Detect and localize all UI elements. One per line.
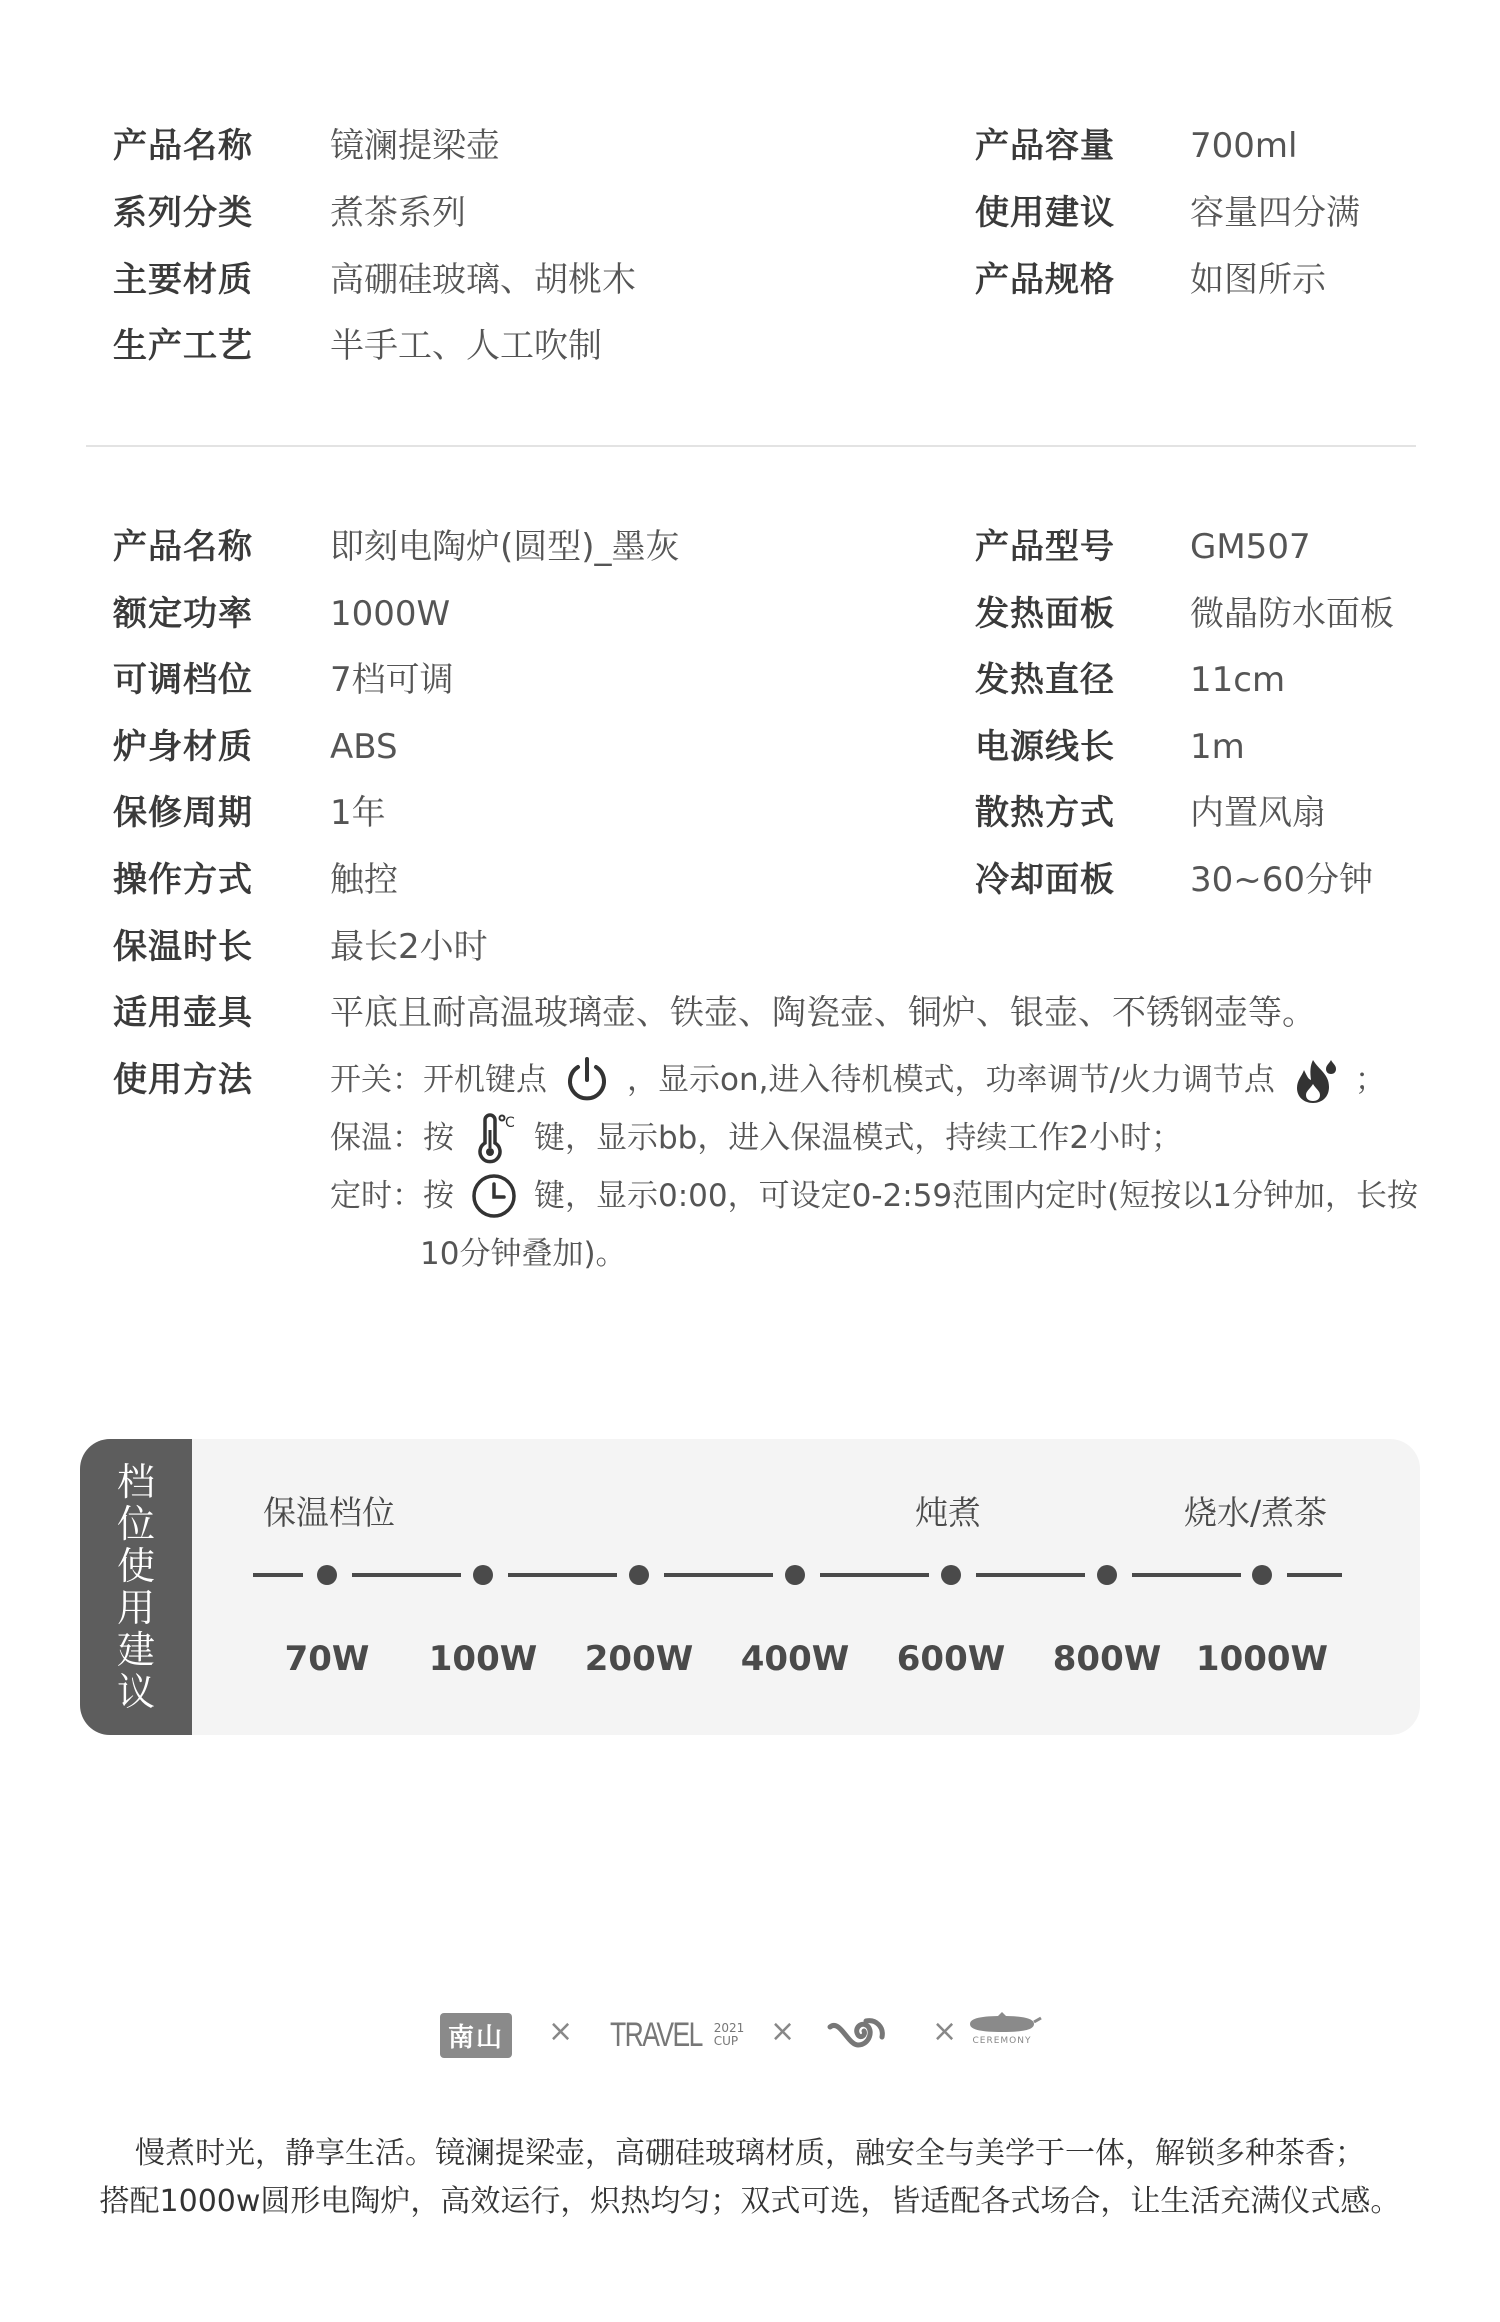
spec-value: 1m (1190, 727, 1245, 767)
usage-text: 保温：按 (330, 1120, 454, 1156)
svg-text:C: C (505, 1115, 515, 1131)
usage-text: 定时：按 (330, 1178, 454, 1214)
spec-value: GM507 (1190, 527, 1311, 567)
spec-value: 1000W (330, 594, 451, 634)
gear-dot (785, 1565, 805, 1585)
spec-label: 额定功率 (113, 594, 253, 634)
gear-watt-label: 400W (740, 1639, 850, 1679)
spec-row (0, 252, 1500, 308)
usage-line-timer-cont (420, 1226, 627, 1282)
spec-row (0, 118, 1500, 174)
spec-label: 系列分类 (113, 193, 253, 233)
teapot-logo-icon (962, 2010, 1042, 2036)
ceremony-logo-text: CEREMONY (972, 2036, 1032, 2046)
spec-label: 产品规格 (975, 260, 1115, 300)
gear-heading-keep-warm: 保温档位 (263, 1493, 395, 1532)
spec-row (0, 519, 1500, 575)
gear-heading-stew: 炖煮 (915, 1493, 981, 1532)
panel-tab-char: 议 (116, 1670, 155, 1714)
slogan-line-1: 慢煮时光，静享生活。镜澜提梁壶，高硼硅玻璃材质，融安全与美学于一体，解锁多种茶香； (135, 2136, 1365, 2171)
spec-label: 产品名称 (113, 126, 253, 166)
gear-watt-label: 800W (1052, 1639, 1162, 1679)
panel-tab-char: 建 (116, 1628, 155, 1672)
gear-watt-label: 100W (428, 1639, 538, 1679)
gear-dot (317, 1565, 337, 1585)
usage-text: 开关：开机键点 (330, 1062, 547, 1098)
spec-value: 煮茶系列 (330, 193, 466, 233)
spec-value: 1年 (330, 793, 386, 833)
spec-value: 最长2小时 (330, 927, 488, 967)
spec-value: 700ml (1190, 126, 1298, 166)
spec-label: 炉身材质 (113, 727, 253, 767)
gear-dot (1097, 1565, 1117, 1585)
gear-dot (1252, 1565, 1272, 1585)
brand-strip (0, 2000, 1500, 2070)
brand-separator: × (932, 2014, 958, 2049)
track-segment (820, 1573, 929, 1577)
slogan-line-2: 搭配1000w圆形电陶炉，高效运行，炽热均匀；双式可选，皆适配各式场合，让生活充满仪式感。 (99, 2184, 1401, 2219)
usage-text: ； (1354, 1062, 1386, 1098)
travel-cup-logo (610, 2010, 744, 2060)
section-divider (86, 445, 1416, 447)
spec-value: 容量四分满 (1190, 193, 1360, 233)
gear-watt-label: 70W (284, 1639, 370, 1679)
spec-row (0, 985, 1500, 1041)
gear-usage-panel (80, 1439, 1420, 1735)
swirl-logo-icon (826, 2015, 888, 2055)
spec-value: 半手工、人工吹制 (330, 326, 602, 366)
spec-label: 适用壶具 (113, 993, 253, 1033)
spec-row (0, 785, 1500, 841)
spec-label: 保修周期 (113, 793, 253, 833)
usage-text: 键，显示bb，进入保温模式，持续工作2小时； (534, 1120, 1183, 1156)
brand-separator: × (548, 2014, 574, 2049)
travel-logo-cup: CUP (713, 2034, 739, 2048)
thermometer-icon (468, 1112, 520, 1164)
spec-value: 触控 (330, 860, 398, 900)
track-segment (352, 1573, 461, 1577)
ceremony-logo (962, 2010, 1042, 2060)
spec-label: 生产工艺 (113, 326, 253, 366)
spec-label: 使用方法 (113, 1060, 253, 1100)
track-segment (1132, 1573, 1241, 1577)
spec-row (0, 852, 1500, 908)
track-segment (1287, 1573, 1342, 1577)
spec-label: 主要材质 (113, 260, 253, 300)
travel-logo-text: TRAVEL (610, 2015, 702, 2054)
gear-dot (629, 1565, 649, 1585)
track-segment (664, 1573, 773, 1577)
gear-watt-label: 1000W (1195, 1639, 1329, 1679)
spec-label: 发热直径 (975, 660, 1115, 700)
spec-value: 11cm (1190, 660, 1286, 700)
spec-row (0, 919, 1500, 975)
spec-value: 7档可调 (330, 660, 454, 700)
usage-text: 10分钟叠加)。 (420, 1236, 627, 1272)
gear-watt-label: 200W (584, 1639, 694, 1679)
spec-value: 镜澜提梁壶 (330, 126, 500, 166)
spec-label: 发热面板 (975, 594, 1115, 634)
panel-tab-char: 使 (116, 1544, 155, 1588)
spec-value: 平底且耐高温玻璃壶、铁壶、陶瓷壶、铜炉、银壶、不锈钢壶等。 (330, 993, 1316, 1033)
clock-icon (468, 1170, 520, 1222)
power-icon (561, 1054, 613, 1106)
spec-label: 产品型号 (975, 527, 1115, 567)
swirl-logo (826, 2010, 888, 2060)
panel-tab-char: 用 (116, 1586, 155, 1630)
gear-heading-boil: 烧水/煮茶 (1184, 1493, 1328, 1532)
spec-value: 内置风扇 (1190, 793, 1326, 833)
spec-value: 即刻电陶炉(圆型)_墨灰 (330, 527, 680, 567)
spec-value: 高硼硅玻璃、胡桃木 (330, 260, 636, 300)
spec-row (0, 185, 1500, 241)
panel-tab-char: 档 (116, 1460, 155, 1504)
spec-value: 30~60分钟 (1190, 860, 1374, 900)
spec-row (0, 652, 1500, 708)
spec-label: 电源线长 (975, 727, 1115, 767)
panel-tab (80, 1439, 192, 1735)
panel-tab-char: 位 (116, 1502, 155, 1546)
spec-row (0, 719, 1500, 775)
spec-row (0, 586, 1500, 642)
spec-label: 散热方式 (975, 793, 1115, 833)
spec-label: 可调档位 (113, 660, 253, 700)
spec-label: 保温时长 (113, 927, 253, 967)
spec-value: 微晶防水面板 (1190, 594, 1394, 634)
spec-value: 如图所示 (1190, 260, 1326, 300)
spec-label: 冷却面板 (975, 860, 1115, 900)
spec-value: ABS (330, 727, 398, 767)
track-segment (976, 1573, 1085, 1577)
spec-label: 产品名称 (113, 527, 253, 567)
usage-label-row (0, 1052, 300, 1108)
track-segment (253, 1573, 303, 1577)
usage-text: 键，显示0:00，可设定0-2:59范围内定时(短按以1分钟加，长按 (534, 1178, 1418, 1214)
gear-dot (473, 1565, 493, 1585)
usage-text: ，显示on,进入待机模式，功率调节/火力调节点 (627, 1062, 1275, 1098)
spec-label: 操作方式 (113, 860, 253, 900)
spec-label: 产品容量 (975, 126, 1115, 166)
travel-logo-badge (714, 2022, 745, 2048)
brand-separator: × (770, 2014, 796, 2049)
nanshan-logo (440, 2010, 512, 2060)
spec-label: 使用建议 (975, 193, 1115, 233)
track-segment (508, 1573, 617, 1577)
spec-row (0, 318, 1500, 374)
usage-line-keep-warm (330, 1110, 1182, 1166)
gear-dot (941, 1565, 961, 1585)
nanshan-logo-text: 南山 (440, 2013, 512, 2058)
gear-watt-label: 600W (896, 1639, 1006, 1679)
travel-logo-year: 2021 (713, 2021, 745, 2035)
usage-line-power (330, 1052, 1386, 1108)
usage-line-timer (330, 1168, 1418, 1224)
flame-icon (1289, 1054, 1341, 1106)
